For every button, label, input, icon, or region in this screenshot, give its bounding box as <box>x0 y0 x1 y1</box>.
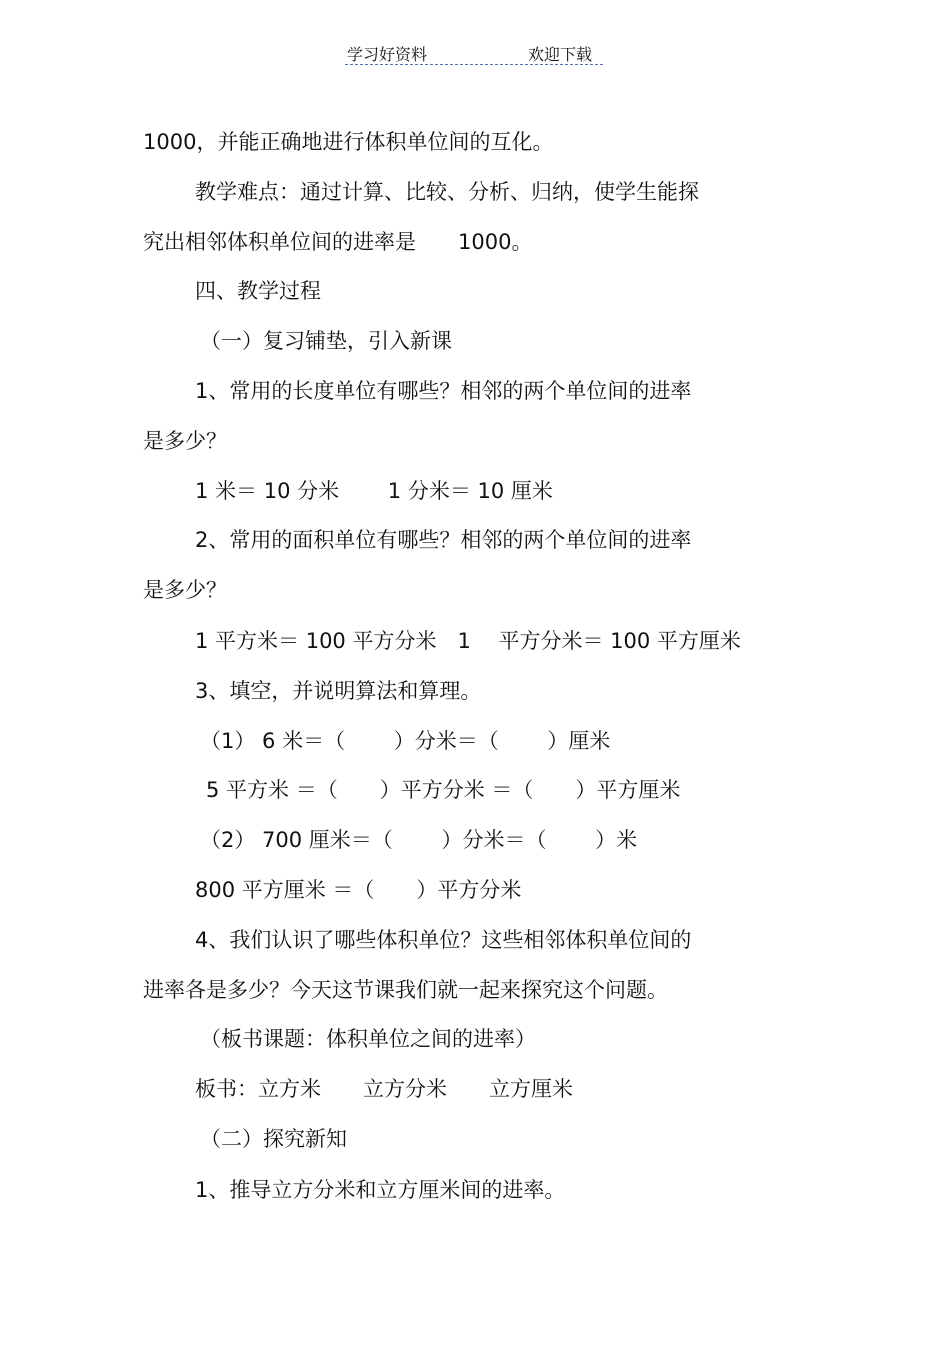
text-line: 1、常用的长度单位有哪些？相邻的两个单位间的进率 <box>195 379 692 403</box>
text-line: 1、推导立方分米和立方厘米间的进率。 <box>195 1178 566 1202</box>
text-line: 2、常用的面积单位有哪些？相邻的两个单位间的进率 <box>195 528 692 552</box>
text-line: 800 平方厘米 ＝（ ）平方分米 <box>195 878 522 902</box>
header-right-text: 欢迎下载 <box>528 45 593 64</box>
text-line: 四、教学过程 <box>195 279 321 303</box>
text-line: 3、填空，并说明算法和算理。 <box>195 679 482 703</box>
text-line: （板书课题：体积单位之间的进率） <box>200 1027 536 1051</box>
text-line: （一）复习铺垫，引入新课 <box>200 329 452 353</box>
text-line: 进率各是多少？今天这节课我们就一起来探究这个问题。 <box>143 978 668 1002</box>
text-line: （2） 700 厘米＝（ ）分米＝（ ）米 <box>200 828 638 852</box>
text-line: 板书：立方米 立方分米 立方厘米 <box>195 1077 573 1101</box>
text-line: 是多少？ <box>143 429 227 453</box>
text-line: 教学难点：通过计算、比较、分析、归纳，使学生能探 <box>195 180 699 204</box>
text-line: 1 平方米＝ 100 平方分米 1 平方分米＝ 100 平方厘米 <box>195 629 741 653</box>
page-header <box>345 40 603 65</box>
text-line: 4、我们认识了哪些体积单位？这些相邻体积单位间的 <box>195 928 692 952</box>
text-line: 1000，并能正确地进行体积单位间的互化。 <box>143 130 554 154</box>
text-line: 是多少？ <box>143 578 227 602</box>
text-line: （二）探究新知 <box>200 1127 347 1151</box>
header-left-text: 学习好资料 <box>347 45 428 64</box>
text-line: 5 平方米 ＝（ ）平方分米 ＝（ ）平方厘米 <box>206 778 681 802</box>
text-line: 1 米＝ 10 分米 1 分米＝ 10 厘米 <box>195 479 553 503</box>
text-line: （1） 6 米＝（ ）分米＝（ ）厘米 <box>200 729 611 753</box>
text-line: 究出相邻体积单位间的进率是 1000。 <box>143 230 533 254</box>
